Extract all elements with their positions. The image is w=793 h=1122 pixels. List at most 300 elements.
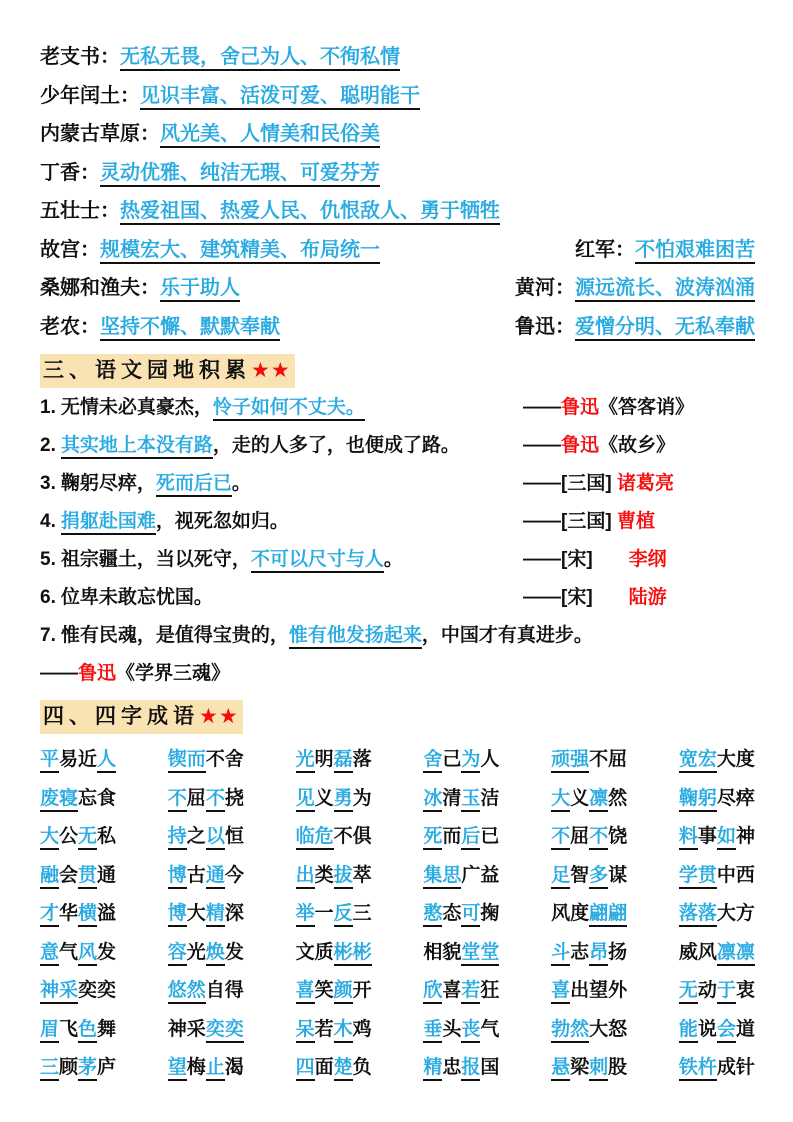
idiom-key-char: 不 (589, 826, 608, 850)
idiom-char: 易近 (59, 749, 98, 770)
idiom-key-char: 举 (296, 903, 315, 927)
idiom-char: 三 (352, 903, 372, 924)
trait-label: 内蒙古草原： (40, 123, 160, 145)
idiom-char: 而 (442, 826, 462, 847)
idiom-char: 道 (735, 1018, 755, 1040)
author-name: 陆游 (628, 587, 667, 608)
idiom-item (679, 785, 755, 812)
idiom-key-char: 才 (40, 903, 59, 927)
plain-text: 祖宗疆土，当以死守， (60, 549, 251, 570)
author-name: 诸葛亮 (616, 473, 674, 494)
quote-attribution (523, 394, 755, 421)
idiom-item (679, 939, 755, 966)
idiom-key-char: 神采 (40, 980, 78, 1004)
idiom-item (551, 1054, 627, 1081)
trait-pair (40, 44, 400, 71)
idiom-char: 奕奕 (78, 980, 117, 1001)
trait-value: 规模宏大、建筑精美、布局统一 (100, 239, 380, 264)
idiom-item (296, 823, 372, 850)
idiom-key-char: 垂 (423, 1019, 442, 1043)
idiom-key-char: 止 (206, 1057, 225, 1081)
idiom-char: 华 (59, 903, 79, 924)
idiom-char: 发 (97, 941, 117, 963)
idiom-char: 人 (480, 749, 500, 770)
idiom-key-char: 憨 (423, 903, 442, 927)
idiom-char: 恒 (224, 826, 244, 847)
idiom-char: 深 (224, 903, 244, 924)
idiom-char: 气 (480, 1018, 500, 1040)
idiom-item (296, 785, 372, 812)
trait-value: 灵动优雅、纯洁无瑕、可爱芬芳 (100, 162, 380, 187)
idiom-item (40, 1054, 116, 1081)
idiom-char: 忠 (442, 1057, 462, 1078)
idiom-char: 发 (224, 941, 244, 963)
idiom-key-char: 意 (40, 942, 59, 966)
idiom-char: 志 (570, 941, 590, 963)
idiom-item (551, 785, 627, 812)
idiom-char: 智 (570, 864, 590, 886)
idiom-item (679, 823, 755, 850)
idiom-char: 负 (352, 1057, 372, 1078)
section-three-heading (40, 354, 295, 388)
idiom-char: 公 (59, 826, 79, 847)
quote-line (40, 546, 755, 584)
trait-value: 无私无畏，舍己为人、不徇私情 (120, 46, 400, 71)
star-icons: ★★ (251, 359, 291, 382)
idiom-char: 屈 (186, 787, 206, 809)
idiom-char: 挠 (224, 787, 244, 809)
idiom-key-char: 反 (334, 903, 353, 927)
idiom-char: 态 (442, 903, 462, 924)
idiom-char: 国 (480, 1057, 500, 1078)
idiom-char: 广益 (461, 864, 500, 886)
author-name: 鲁迅 (561, 435, 600, 456)
trait-pair (515, 314, 755, 341)
idiom-item (296, 939, 372, 966)
idiom-item (679, 1054, 755, 1081)
idiom-key-char: 眉 (40, 1019, 59, 1043)
idiom-key-char: 茅 (78, 1057, 97, 1081)
trait-label: 五壮士： (40, 200, 120, 222)
idiom-key-char: 磊 (334, 749, 353, 773)
idiom-key-char: 丧 (461, 1019, 480, 1043)
attribution-text: —— (523, 397, 561, 418)
idiom-key-char: 呆 (296, 1019, 315, 1043)
idiom-char: 神 (735, 826, 755, 847)
quote-text (61, 432, 523, 459)
idiom-char: 掬 (480, 903, 500, 924)
idiom-char: 面 (314, 1057, 334, 1078)
idiom-char: 己 (442, 749, 462, 770)
idiom-char: 笑 (314, 980, 334, 1001)
idiom-key-char: 不 (206, 788, 225, 812)
idiom-char: 大方 (716, 903, 755, 924)
quote-text (61, 470, 523, 497)
quote-number: 1. (40, 397, 56, 418)
idiom-char: 屈 (570, 826, 590, 847)
plain-text: ，中国才有真进步。 (421, 625, 593, 646)
idiom-key-char: 不 (551, 826, 570, 850)
idiom-key-char: 锲而 (168, 749, 206, 773)
idiom-key-char: 舍 (423, 749, 442, 773)
idiom-item (40, 900, 116, 927)
idiom-key-char: 无 (679, 980, 698, 1004)
idiom-key-char: 持 (168, 826, 187, 850)
trait-label: 老农： (40, 315, 100, 338)
idiom-key-char: 人 (97, 749, 116, 773)
idiom-item (679, 1016, 755, 1043)
plain-text: 鞠躬尽瘁， (60, 473, 156, 494)
quote-number: 4. (40, 511, 56, 532)
quote-text (61, 546, 523, 573)
quote-attribution (523, 508, 755, 535)
idiom-item (423, 823, 499, 850)
idiom-char: 说 (697, 1018, 717, 1040)
idiom-char: 谋 (608, 864, 628, 886)
idiom-key-char: 翩翩 (589, 903, 627, 927)
idiom-item (40, 977, 116, 1004)
quote-line (40, 622, 755, 660)
idiom-char: 之 (186, 826, 206, 847)
idiom-item (423, 939, 499, 966)
attribution-text: ——[宋] (523, 549, 593, 570)
idiom-char: 气 (59, 941, 79, 963)
highlighted-text: 惟有他发扬起来 (289, 625, 422, 649)
character-trait-row (40, 198, 755, 237)
idiom-char: 已 (480, 826, 500, 847)
idiom-item (168, 1054, 244, 1081)
idiom-item (296, 900, 372, 927)
trait-pair (575, 237, 755, 264)
trait-label: 丁香： (40, 161, 100, 184)
idiom-key-char: 若 (461, 980, 480, 1004)
idiom-key-char: 死 (423, 826, 442, 850)
idiom-key-char: 学贯 (679, 865, 717, 889)
trait-label: 鲁迅： (515, 315, 575, 338)
idiom-key-char: 玉 (461, 788, 480, 812)
quote-attribution (523, 584, 755, 611)
idiom-key-char: 木 (334, 1019, 353, 1043)
idiom-char: 洁 (480, 787, 500, 809)
idiom-char: 饶 (608, 826, 628, 847)
section-four-heading (40, 700, 243, 734)
idiom-item (551, 823, 627, 850)
idiom-key-char: 融 (40, 865, 59, 889)
idiom-item (679, 746, 755, 773)
idiom-char: 舞 (97, 1018, 117, 1040)
trait-label: 红军： (575, 238, 635, 261)
idiom-char: 忘食 (78, 787, 117, 809)
quote-line (40, 508, 755, 546)
idiom-key-char: 博 (168, 865, 187, 889)
quote-attribution (523, 432, 755, 459)
idiom-key-char: 料 (679, 826, 698, 850)
idiom-char: 大度 (716, 749, 755, 770)
idiom-item (423, 746, 499, 773)
idiom-char: 庐 (97, 1057, 117, 1078)
idiom-key-char: 欣 (423, 980, 442, 1004)
star-icons: ★★ (199, 705, 239, 728)
idiom-key-char: 喜 (296, 980, 315, 1004)
idiom-char: 然 (608, 787, 628, 809)
highlighted-text: 其实地上本没有路 (61, 435, 213, 459)
idiom-key-char: 四 (296, 1057, 315, 1081)
idiom-key-char: 贯 (78, 865, 97, 889)
idiom-char: 若 (314, 1018, 334, 1040)
idiom-char: 顾 (59, 1057, 79, 1078)
idiom-char: 股 (608, 1057, 628, 1078)
idiom-char: 通 (97, 864, 117, 886)
quote-line (40, 584, 755, 622)
idiom-char: 光 (186, 941, 206, 963)
idiom-item (40, 862, 116, 889)
idiom-key-char: 昂 (589, 942, 608, 966)
plain-text: 。 (383, 549, 403, 570)
idiom-item (168, 977, 244, 1004)
idiom-char: 清 (442, 787, 462, 809)
quote-text (61, 622, 755, 649)
idiom-key-char: 风 (78, 942, 97, 966)
trait-pair (40, 121, 380, 148)
trait-label: 黄河： (515, 277, 575, 299)
trait-value: 坚持不懈、默默奉献 (100, 316, 280, 341)
quote-line (40, 470, 755, 508)
attribution-text: 《答客诮》 (599, 397, 695, 418)
idiom-key-char: 悬 (551, 1057, 570, 1081)
idiom-char: 义 (314, 787, 334, 809)
quote-seven-attribution (40, 660, 755, 698)
plain-text: 。 (231, 473, 251, 494)
idiom-key-char: 喜 (551, 980, 570, 1004)
idiom-key-char: 刺 (589, 1057, 608, 1081)
idiom-char: 溢 (97, 903, 117, 924)
trait-label: 少年闰土： (40, 84, 140, 107)
character-trait-row (40, 44, 755, 83)
idiom-item (679, 900, 755, 927)
attribution-text: —— (523, 435, 561, 456)
idiom-key-char: 奕奕 (206, 1019, 244, 1043)
highlighted-text: 不可以尺寸与人 (251, 549, 384, 573)
idiom-key-char: 于 (717, 980, 736, 1004)
idiom-key-char: 横 (78, 903, 97, 927)
trait-label: 老支书： (40, 46, 120, 68)
idiom-key-char: 勇 (334, 788, 353, 812)
idiom-char: 大 (186, 903, 206, 924)
idiom-char: 风度 (551, 903, 590, 924)
author-name: 鲁迅 (78, 663, 117, 684)
attribution-text: 《故乡》 (599, 435, 676, 456)
idiom-key-char: 顽强 (551, 749, 589, 773)
section-four-title: 四、四字成语 (43, 705, 199, 728)
idiom-char: 私 (97, 826, 117, 847)
character-trait-row (40, 314, 755, 353)
idiom-char: 中西 (716, 864, 755, 886)
idiom-item (40, 1016, 116, 1043)
idiom-item (296, 977, 372, 1004)
idiom-char: 萃 (352, 864, 372, 886)
attribution-text: 《学界三魂》 (116, 663, 231, 684)
idiom-char: 神采 (167, 1018, 206, 1040)
idiom-char: 明 (314, 749, 334, 770)
idiom-key-char: 见 (296, 788, 315, 812)
idiom-key-char: 悠然 (168, 980, 206, 1004)
idiom-key-char: 报 (461, 1057, 480, 1081)
trait-pair (40, 275, 240, 302)
idiom-item (296, 1054, 372, 1081)
idiom-key-char: 足 (551, 865, 570, 889)
idiom-key-char: 勃然 (551, 1019, 589, 1043)
quote-line (40, 394, 755, 432)
character-traits-section (40, 44, 755, 352)
idiom-key-char: 落落 (679, 903, 717, 927)
idiom-char: 衷 (735, 980, 755, 1001)
idiom-item (423, 900, 499, 927)
idiom-item (551, 977, 627, 1004)
highlighted-text: 死而后已 (156, 473, 232, 497)
idiom-char: 古 (186, 864, 206, 886)
idiom-char: 落 (352, 749, 372, 770)
trait-pair (40, 83, 420, 110)
idiom-char: 梅 (186, 1057, 206, 1078)
idiom-char: 出望外 (570, 980, 628, 1001)
plain-text: 惟有民魂，是值得宝贵的， (60, 625, 289, 646)
idiom-key-char: 颜 (334, 980, 353, 1004)
idiom-key-char: 彬彬 (334, 942, 372, 966)
character-trait-row (40, 83, 755, 122)
idiom-item (679, 977, 755, 1004)
trait-value: 见识丰富、活泼可爱、聪明能干 (140, 85, 420, 110)
idiom-key-char: 通 (206, 865, 225, 889)
idiom-item (168, 1016, 244, 1043)
idiom-key-char: 可 (461, 903, 480, 927)
idiom-key-char: 焕 (206, 942, 225, 966)
idiom-item (168, 900, 244, 927)
plain-text: 无情未必真豪杰， (60, 397, 213, 418)
idiom-key-char: 无 (78, 826, 97, 850)
idiom-char: 义 (570, 787, 590, 809)
idiom-char: 为 (352, 787, 372, 809)
idiom-char: 成针 (716, 1057, 755, 1078)
attribution-text: ——[三国] (523, 473, 617, 494)
plain-text: 位卑未敢忘忧国。 (60, 587, 213, 608)
trait-value: 热爱祖国、热爱人民、仇恨敌人、勇于牺牲 (120, 200, 500, 225)
trait-value: 爱憎分明、无私奉献 (575, 316, 755, 341)
idiom-key-char: 平 (40, 749, 59, 773)
idiom-key-char: 大 (551, 788, 570, 812)
section-three-title: 三、语文园地积累 (43, 359, 251, 382)
highlighted-text: 捐躯赴国难 (61, 511, 156, 535)
idiom-item (679, 862, 755, 889)
idiom-char: 尽瘁 (716, 787, 755, 809)
idiom-key-char: 宽宏 (679, 749, 717, 773)
idiom-item (40, 785, 116, 812)
trait-value: 风光美、人情美和民俗美 (160, 123, 380, 148)
idiom-key-char: 楚 (334, 1057, 353, 1081)
idiom-char: 鸡 (352, 1018, 372, 1040)
idiom-key-char: 以 (206, 826, 225, 850)
idiom-key-char: 望 (168, 1057, 187, 1081)
trait-pair (40, 314, 280, 341)
idiom-char: 狂 (480, 980, 500, 1001)
idiom-key-char: 大 (40, 826, 59, 850)
idiom-char: 头 (442, 1018, 462, 1040)
character-trait-row (40, 160, 755, 199)
quote-number: 7. (40, 625, 56, 646)
quote-text (61, 394, 523, 421)
idiom-key-char: 鞠躬 (679, 788, 717, 812)
trait-pair (40, 237, 380, 264)
idiom-char: 自得 (205, 980, 244, 1001)
attribution-text: ——[宋] (523, 587, 593, 608)
idiom-char: 扬 (608, 941, 628, 963)
trait-label: 故宫： (40, 238, 100, 261)
idiom-key-char: 容 (168, 942, 187, 966)
idiom-grid (40, 746, 755, 1093)
idiom-item (168, 746, 244, 773)
idiom-char: 相貌 (423, 941, 462, 963)
section-three-heading-row (40, 354, 755, 394)
idiom-key-char: 精 (423, 1057, 442, 1081)
idiom-item (423, 1016, 499, 1043)
character-trait-row (40, 237, 755, 276)
trait-label: 桑娜和渔夫： (40, 277, 160, 299)
section-four-heading-row (40, 700, 755, 740)
idiom-key-char: 凛凛 (717, 942, 755, 966)
idiom-key-char: 会 (717, 1019, 736, 1043)
idiom-key-char: 精 (206, 903, 225, 927)
idiom-char: 大怒 (589, 1018, 628, 1040)
idiom-key-char: 临危 (296, 826, 334, 850)
quote-number: 6. (40, 587, 56, 608)
idiom-key-char: 如 (717, 826, 736, 850)
quote-text (61, 584, 523, 611)
idiom-item (40, 939, 116, 966)
character-trait-row (40, 275, 755, 314)
idiom-key-char: 光 (296, 749, 315, 773)
idiom-key-char: 出 (296, 865, 315, 889)
attribution-text: ——[三国] (523, 511, 617, 532)
idiom-char: 开 (352, 980, 372, 1001)
idiom-char: 不舍 (205, 749, 244, 770)
idiom-char: 渴 (224, 1057, 244, 1078)
author-name: 曹植 (616, 511, 655, 532)
idiom-item (551, 1016, 627, 1043)
idiom-char: 不屈 (589, 749, 628, 770)
trait-value: 源远流长、波涛汹涌 (575, 277, 755, 302)
idiom-char: 不俱 (333, 826, 372, 847)
idiom-key-char: 铁杵 (679, 1057, 717, 1081)
idiom-item (296, 1016, 372, 1043)
trait-value: 不怕艰难困苦 (635, 239, 755, 264)
idiom-char: 文质 (295, 941, 334, 963)
idiom-char: 喜 (442, 980, 462, 1001)
attribution-text: —— (40, 663, 78, 684)
idiom-item (40, 746, 116, 773)
idiom-item (423, 1054, 499, 1081)
idiom-char: 飞 (59, 1018, 79, 1040)
trait-pair (515, 275, 755, 302)
idiom-key-char: 集思 (423, 865, 461, 889)
idiom-char: 一 (314, 903, 334, 924)
idiom-char: 类 (314, 864, 334, 886)
character-trait-row (40, 121, 755, 160)
idiom-key-char: 废寝 (40, 788, 78, 812)
idiom-item (168, 823, 244, 850)
idiom-item (423, 977, 499, 1004)
author-name: 李纲 (628, 549, 667, 570)
idiom-key-char: 多 (589, 865, 608, 889)
idiom-key-char: 斗 (551, 942, 570, 966)
